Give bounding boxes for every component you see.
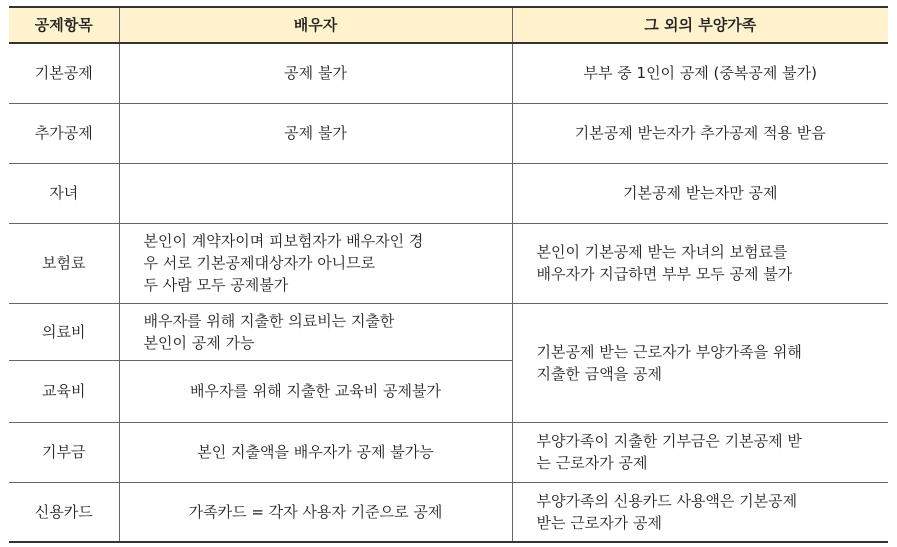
header-spouse: 배우자 bbox=[119, 7, 512, 43]
others-cell: 부부 중 1인이 공제 (중복공제 불가) bbox=[512, 43, 888, 103]
row-item-label: 자녀 bbox=[9, 163, 119, 223]
header-deduction-item: 공제항목 bbox=[9, 7, 119, 43]
row-item-label: 교육비 bbox=[9, 360, 119, 422]
table-row bbox=[9, 163, 888, 223]
table-row bbox=[9, 43, 888, 103]
spouse-cell: 배우자를 위해 지출한 의료비는 지출한 본인이 공제 가능 bbox=[119, 303, 512, 360]
row-item-label: 신용카드 bbox=[9, 482, 119, 542]
row-item-label: 기부금 bbox=[9, 422, 119, 482]
others-cell: 기본공제 받는자만 공제 bbox=[512, 163, 888, 223]
row-item-label: 의료비 bbox=[9, 303, 119, 360]
others-cell: 본인이 기본공제 받는 자녀의 보험료를 배우자가 지급하면 부부 모두 공제 불가 bbox=[512, 223, 888, 303]
row-item-label: 기본공제 bbox=[9, 43, 119, 103]
spouse-cell: 공제 불가 bbox=[119, 43, 512, 103]
others-cell: 기본공제 받는자가 추가공제 적용 받음 bbox=[512, 103, 888, 163]
table-row bbox=[9, 422, 888, 482]
table-row bbox=[9, 303, 888, 360]
table-row bbox=[9, 482, 888, 542]
spouse-cell: 가족카드 = 각자 사용자 기준으로 공제 bbox=[119, 482, 512, 542]
row-item-label: 추가공제 bbox=[9, 103, 119, 163]
spouse-cell: 본인이 계약자이며 피보험자가 배우자인 경 우 서로 기본공제대상자가 아니므로 두 사람 모두 공제불가 bbox=[119, 223, 512, 303]
others-cell: 부양가족이 지출한 기부금은 기본공제 받 는 근로자가 공제 bbox=[512, 422, 888, 482]
spouse-cell: 본인 지출액을 배우자가 공제 불가능 bbox=[119, 422, 512, 482]
header-row bbox=[9, 7, 888, 43]
others-cell: 부양가족의 신용카드 사용액은 기본공제 받는 근로자가 공제 bbox=[512, 482, 888, 542]
table-row bbox=[9, 103, 888, 163]
spouse-cell bbox=[119, 163, 512, 223]
spouse-cell: 배우자를 위해 지출한 교육비 공제불가 bbox=[119, 360, 512, 422]
spouse-cell: 공제 불가 bbox=[119, 103, 512, 163]
header-other-dependents: 그 외의 부양가족 bbox=[512, 7, 888, 43]
table-row bbox=[9, 223, 888, 303]
row-item-label: 보험료 bbox=[9, 223, 119, 303]
deduction-table bbox=[9, 6, 888, 543]
others-cell-merged: 기본공제 받는 근로자가 부양가족을 위해 지출한 금액을 공제 bbox=[512, 303, 888, 422]
